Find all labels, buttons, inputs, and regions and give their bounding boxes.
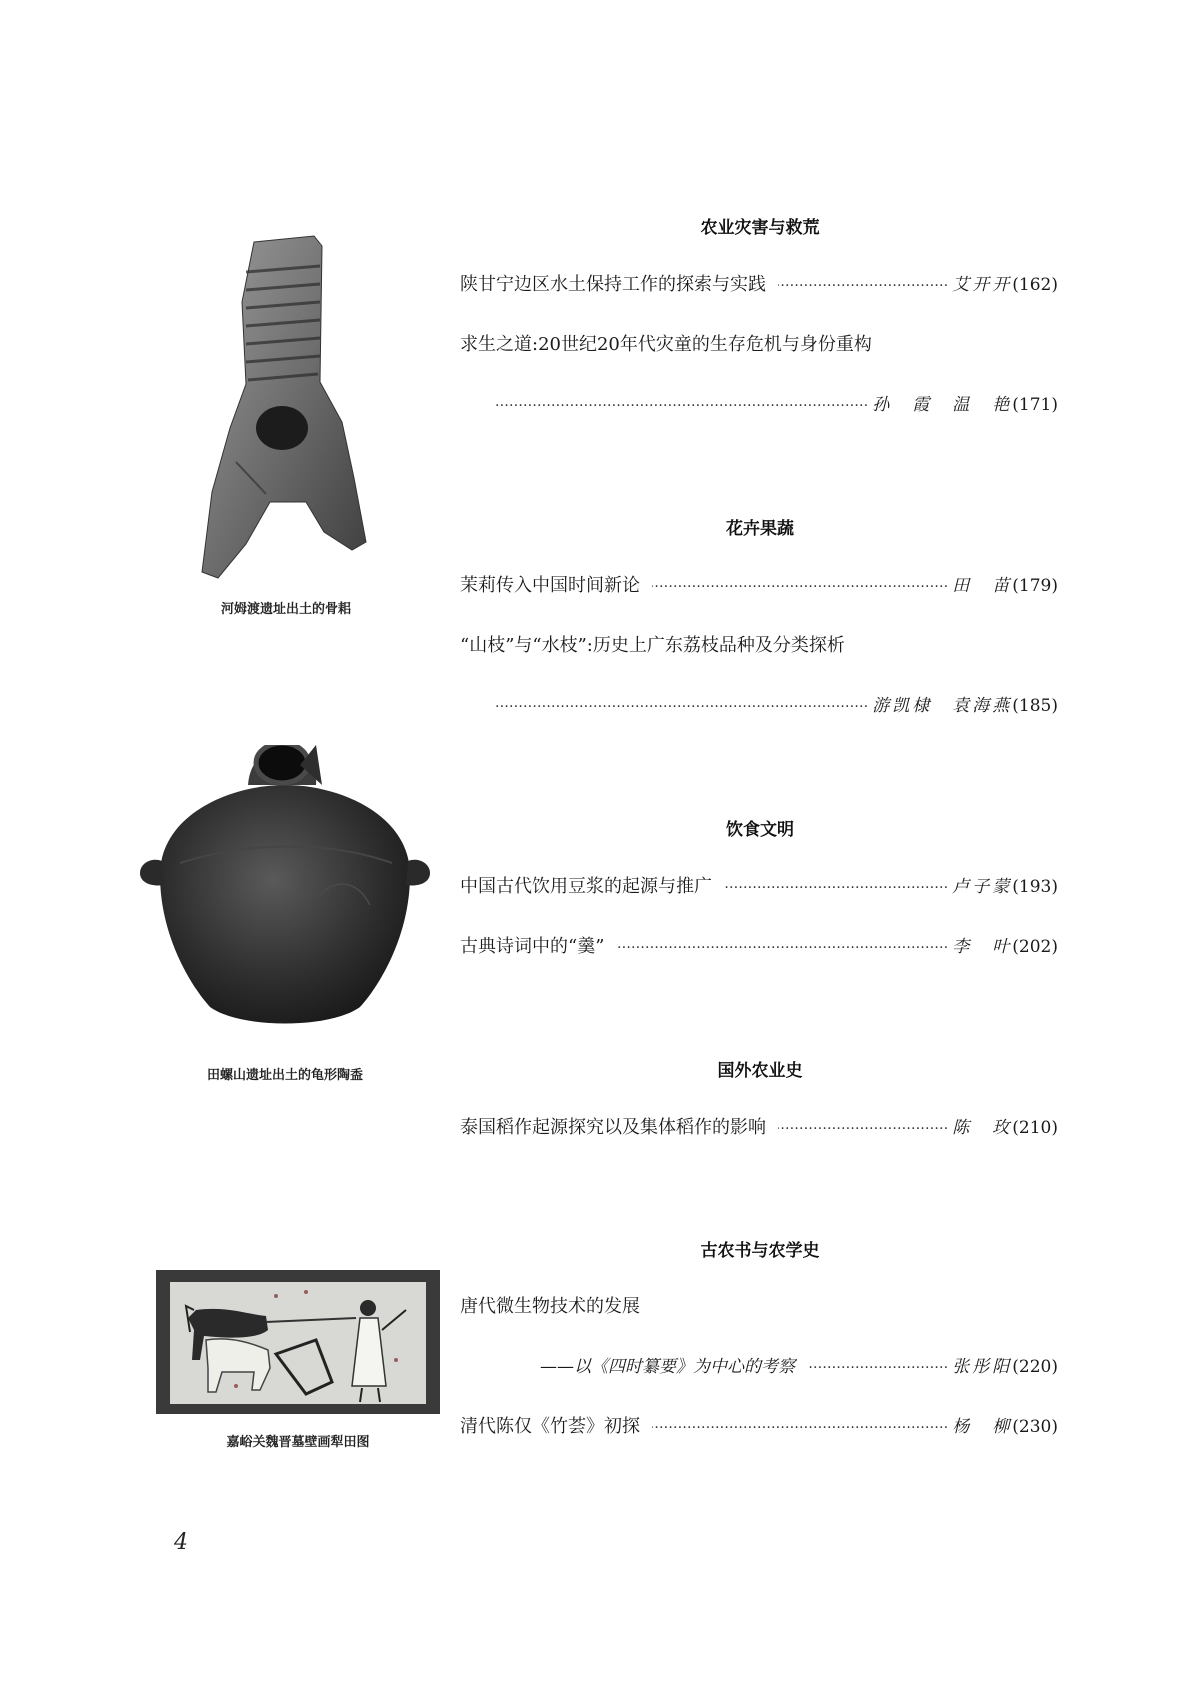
entry-author: 张彤阳 — [952, 1357, 1013, 1377]
dot-leaders — [778, 1113, 948, 1133]
entry-page: (171) — [1012, 395, 1058, 415]
entry-page: (185) — [1012, 696, 1058, 716]
entry-author: 陈 玫 — [952, 1118, 1013, 1138]
toc-entry-continuation[interactable] — [540, 1352, 1058, 1378]
entry-page: (220) — [1012, 1357, 1058, 1377]
dot-leaders — [652, 571, 948, 591]
bone-spade-photo — [196, 232, 376, 592]
entry-author: 孙 霞 温 艳 — [872, 395, 1013, 415]
dot-leaders — [807, 1352, 948, 1372]
entry-page: (179) — [1012, 576, 1058, 596]
section-title: 农业灾害与救荒 — [700, 218, 820, 238]
toc-entry[interactable] — [460, 1412, 1058, 1438]
entry-author: 艾开开 — [952, 275, 1013, 295]
entry-title: 中国古代饮用豆浆的起源与推广 — [460, 876, 712, 897]
section-title: 花卉果蔬 — [726, 519, 794, 539]
entry-subtitle: ——以《四时纂要》为中心的考察 — [540, 1357, 795, 1377]
dot-leaders — [724, 872, 948, 892]
toc-entry[interactable] — [460, 571, 1058, 597]
entry-title[interactable]: 求生之道:20世纪20年代灾童的生存危机与身份重构 — [460, 334, 872, 355]
toc-entry[interactable] — [460, 932, 1058, 958]
section-title: 国外农业史 — [717, 1061, 803, 1081]
entry-title[interactable]: 唐代微生物技术的发展 — [460, 1296, 640, 1317]
figure-caption: 嘉峪关魏晋墓壁画犁田图 — [226, 1435, 370, 1450]
entry-author: 李 叶 — [952, 937, 1013, 957]
entry-author: 游凯棣 袁海燕 — [872, 696, 1013, 716]
page-number: 4 — [174, 1530, 188, 1555]
section-title: 饮食文明 — [726, 820, 794, 840]
entry-page: (193) — [1012, 877, 1058, 897]
entry-page: (162) — [1012, 275, 1058, 295]
dot-leaders — [778, 270, 948, 290]
dot-leaders — [496, 691, 868, 711]
entry-title: 茉莉传入中国时间新论 — [460, 575, 640, 596]
entry-title: 陕甘宁边区水土保持工作的探索与实践 — [460, 274, 766, 295]
entry-title: 清代陈仅《竹荟》初探 — [460, 1416, 640, 1437]
dot-leaders — [652, 1412, 948, 1432]
entry-page: (210) — [1012, 1118, 1058, 1138]
entry-title: 古典诗词中的“羹” — [460, 936, 605, 957]
pottery-vessel-photo — [140, 745, 430, 1035]
toc-entry-continuation[interactable] — [496, 691, 1058, 717]
entry-page: (230) — [1012, 1417, 1058, 1437]
entry-author: 杨 柳 — [952, 1417, 1013, 1437]
dot-leaders — [496, 390, 868, 410]
section-title: 古农书与农学史 — [700, 1241, 820, 1261]
figure-caption: 河姆渡遗址出土的骨耜 — [220, 602, 351, 617]
toc-entry[interactable] — [460, 1113, 1058, 1139]
toc-entry[interactable] — [460, 270, 1058, 296]
figure-caption: 田螺山遗址出土的龟形陶盉 — [206, 1068, 363, 1083]
entry-author: 田 苗 — [952, 576, 1013, 596]
entry-author: 卢子蒙 — [952, 877, 1013, 897]
entry-title: 泰国稻作起源探究以及集体稻作的影响 — [460, 1117, 766, 1138]
ploughing-mural-photo — [156, 1270, 440, 1414]
toc-entry[interactable] — [460, 872, 1058, 898]
toc-entry-continuation[interactable] — [496, 390, 1058, 416]
entry-title[interactable]: “山枝”与“水枝”:历史上广东荔枝品种及分类探析 — [460, 635, 845, 656]
entry-page: (202) — [1012, 937, 1058, 957]
dot-leaders — [616, 932, 948, 952]
